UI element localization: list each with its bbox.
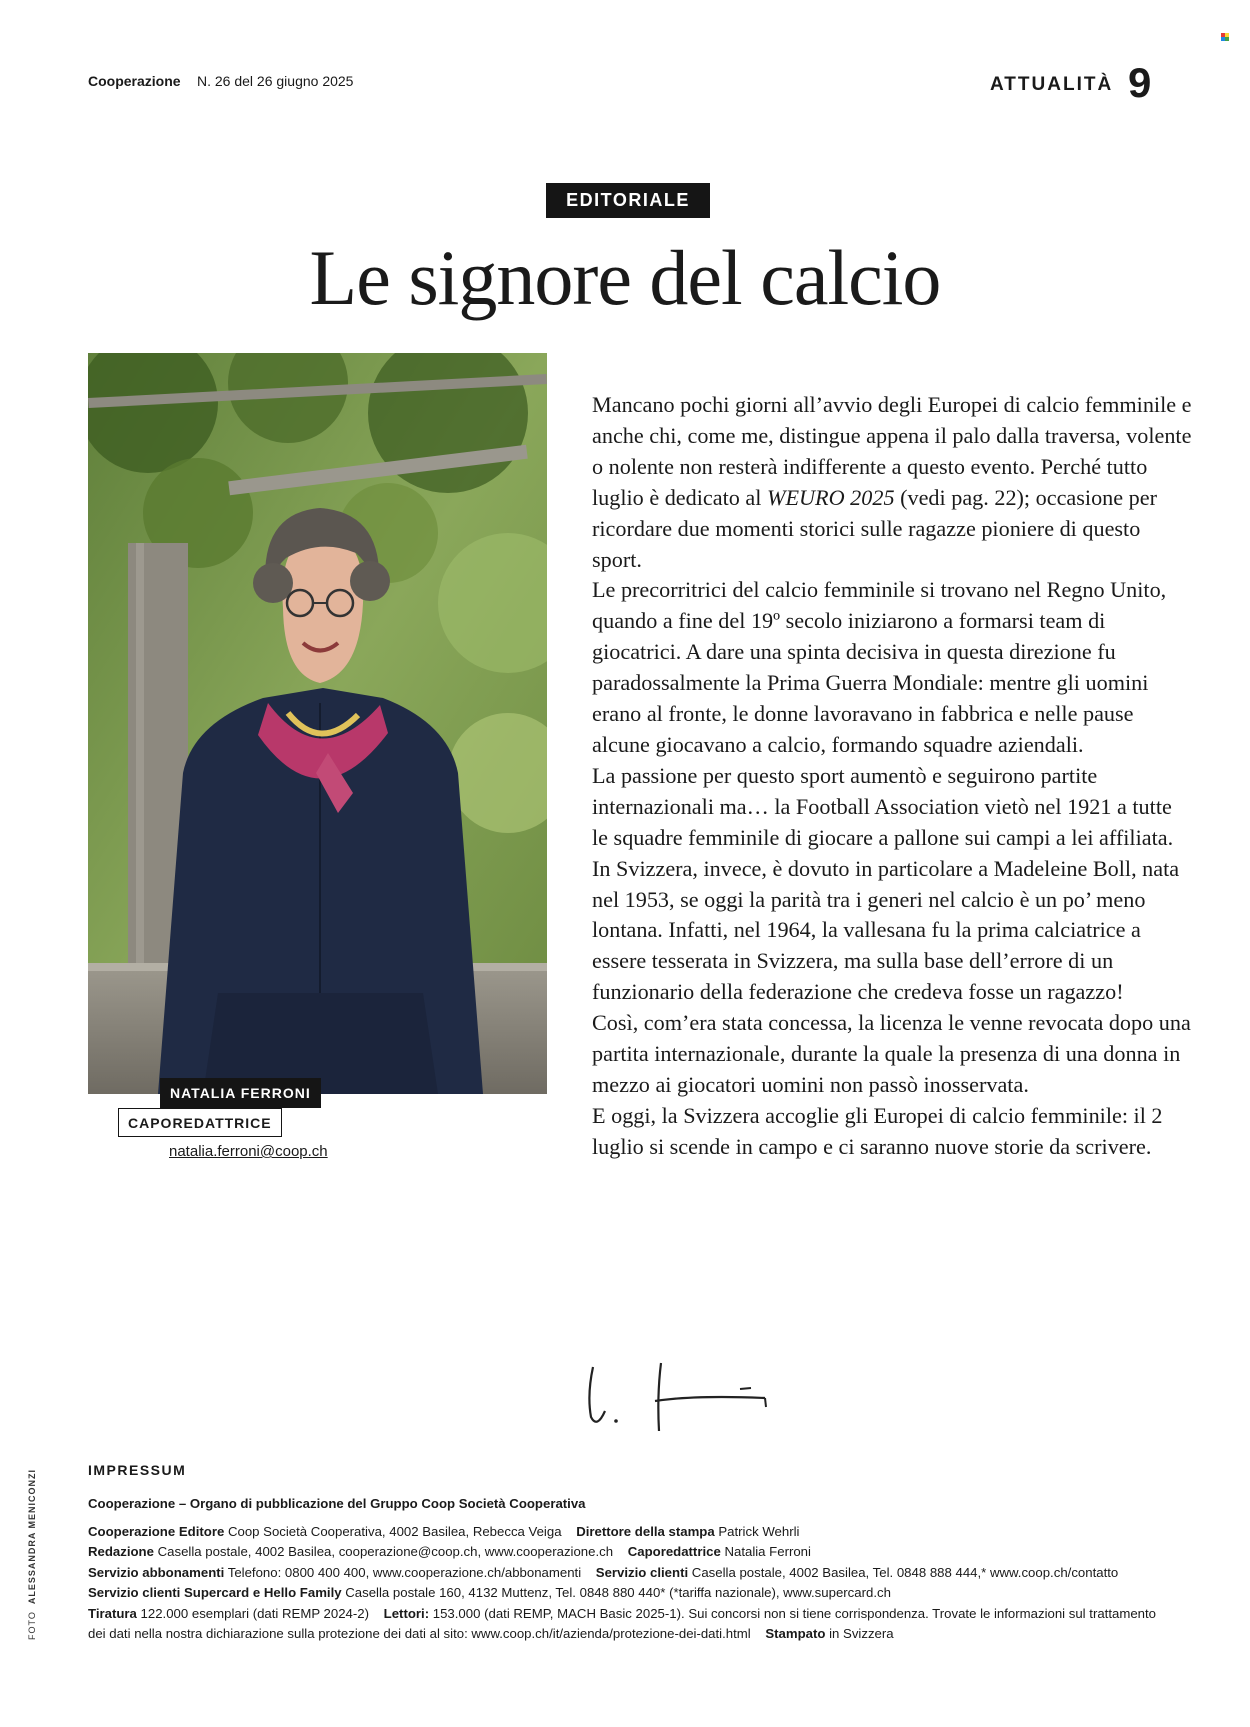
impressum-lead: Cooperazione – Organo di pubblicazione del Gruppo Coop Società Cooperativa — [88, 1496, 586, 1511]
article-body — [592, 390, 1192, 1163]
article-paragraph: La passione per questo sport aumentò e seguirono partite internazionali ma… la Football Association vietò nel 1921 a tutte le squadre femminile di giocare a pallone sui campi a lei affiliata. — [592, 762, 1174, 850]
editorial-tag: EDITORIALE — [546, 183, 710, 218]
paragraph-text: Mancano pochi giorni all’avvio degli Europei di calcio femminile e anche chi, come me, distingue appena il palo dalla traversa, volente o nolente non resterà indifferente a questo evento. Perché tutto luglio è dedicato al — [592, 392, 1192, 510]
photo-credit — [27, 1468, 39, 1640]
article-paragraph: Così, com’era stata concessa, la licenza le venne revocata dopo una partita internazionale, durante la quale la presenza di una donna in mezzo ai giocatori uomini non passò inosservata. — [592, 1010, 1191, 1097]
impressum-text: Telefono: 0800 400 400, www.cooperazione.ch/abbonamenti — [224, 1564, 582, 1580]
impressum-label: Stampato — [765, 1626, 826, 1641]
impressum-text: Coop Società Cooperativa, 4002 Basilea, Rebecca Veiga — [224, 1523, 562, 1539]
impressum-line — [88, 1542, 1168, 1563]
impressum-label: Caporedattrice — [627, 1544, 721, 1559]
author-role-label: CAPOREDATTRICE — [118, 1108, 282, 1137]
impressum-text: Casella postale, 4002 Basilea, Tel. 0848 888 444,* www.coop.ch/contatto — [688, 1564, 1119, 1580]
author-name-label: NATALIA FERRONI — [160, 1078, 321, 1108]
impressum-block — [88, 1494, 1168, 1645]
impressum-text: in Svizzera — [825, 1626, 894, 1641]
author-signature — [585, 1355, 785, 1435]
impressum-text: Casella postale, 4002 Basilea, cooperazione@coop.ch, www.cooperazione.ch — [153, 1544, 614, 1559]
article-paragraph — [592, 390, 1192, 575]
impressum-text: dei dati nella nostra dichiarazione sulla protezione dei dati al sito: www.coop.ch/it/azienda/protezione-dei-dati.html — [88, 1626, 751, 1641]
page-number: 9 — [1128, 59, 1152, 106]
event-name: WEURO 2025 — [766, 484, 895, 510]
publication-name: Cooperazione — [88, 73, 181, 89]
impressum-text: Patrick Wehrli — [714, 1523, 800, 1539]
impressum-line — [88, 1583, 1168, 1604]
impressum-label: Redazione — [88, 1544, 154, 1559]
impressum-label: Direttore della stampa — [576, 1523, 715, 1539]
impressum-label: Tiratura — [88, 1605, 137, 1621]
impressum-line — [88, 1604, 1168, 1625]
impressum-label: Cooperazione Editore — [88, 1523, 225, 1539]
impressum-text: Casella postale 160, 4132 Muttenz, Tel. 0848 880 440* (*tariffa nazionale), www.supercard.ch — [341, 1585, 891, 1600]
section-title: ATTUALITÀ — [990, 74, 1114, 95]
impressum-label: Servizio abbonamenti — [88, 1564, 225, 1580]
impressum-text: 122.000 esemplari (dati REMP 2024-2) — [136, 1605, 370, 1621]
impressum-text: Natalia Ferroni — [720, 1544, 811, 1559]
impressum-label: Servizio clienti Supercard e Hello Family — [88, 1585, 342, 1600]
impressum-line — [88, 1563, 1168, 1584]
impressum-text: 153.000 (dati REMP, MACH Basic 2025-1). Sui concorsi non si tiene corrispondenza. Trovate le informazioni sul trattamento — [429, 1605, 1156, 1621]
impressum-label: Servizio clienti — [595, 1564, 689, 1580]
article-title: Le signore del calcio — [309, 234, 941, 321]
article-paragraph: Le precorritrici del calcio femminile si trovano nel Regno Unito, quando a fine del 19º secolo iniziarono a formarsi team di giocatrici. A dare una spinta decisiva in questa direzione fu paradossalmente la Prima Guerra Mondiale: mentre gli uomini erano al fronte, le donne lavoravano in fabbrica e nelle pause alcune giocavano a calcio, formando squadre aziendali. — [592, 577, 1167, 757]
article-paragraph: E oggi, la Svizzera accoglie gli Europei di calcio femminile: il 2 luglio si scende in campo e ci saranno nuove storie da scrivere. — [592, 1102, 1163, 1159]
impressum-title: IMPRESSUM — [88, 1462, 187, 1478]
photo-credit-label: FOTO — [27, 1611, 37, 1640]
impressum-line — [88, 1624, 1168, 1645]
paragraph-text: (vedi pag. 22); occasione per ricordare due momenti storici sulle ragazze pioniere di questo sport. — [592, 484, 1157, 572]
color-registration-icon — [1221, 33, 1230, 42]
author-photo — [88, 353, 547, 1094]
impressum-label: Lettori: — [383, 1605, 430, 1621]
impressum-line — [88, 1522, 1168, 1543]
issue-date: N. 26 del 26 giugno 2025 — [197, 73, 354, 89]
photo-credit-name: ALESSANDRA MENICONZI — [27, 1468, 37, 1605]
article-paragraph: In Svizzera, invece, è dovuto in particolare a Madeleine Boll, nata nel 1953, se oggi la parità tra i generi nel calcio è un po’ meno lontana. Infatti, nel 1964, la vallesana fu la prima calciatrice a essere tesserata in Svizzera, ma sulla base dell’errore di un funzionario della federazione che credeva fosse un ragazzo! — [592, 855, 1180, 1005]
author-email-link[interactable]: natalia.ferroni@coop.ch — [169, 1143, 328, 1160]
